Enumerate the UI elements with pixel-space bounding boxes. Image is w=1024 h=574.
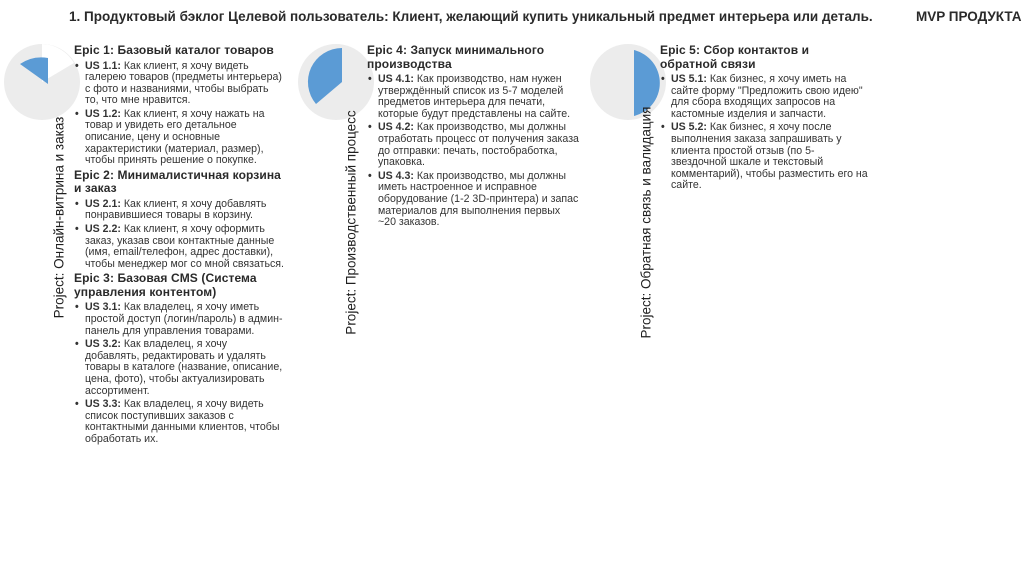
project-1-label: Project: Онлайн-витрина и заказ <box>51 116 67 319</box>
user-story: • US 3.3: Как владелец, я хочу видеть список поступивших заказов с контактными данными клиентов, чтобы обработать их. <box>74 399 284 445</box>
user-story: • US 5.2: Как бизнес, я хочу после выполнения заказа запрашивать у клиента простой отзыв (по 5-звездочной шкале и текстовый комментарий), чтобы разместить его на сайте. <box>660 122 868 192</box>
project-3-epics <box>660 44 868 194</box>
pie-chart-icon <box>296 42 376 122</box>
project-2-epics <box>367 44 579 231</box>
epic-title: Epic 3: Базовая CMS (Система управления контентом) <box>74 271 257 299</box>
user-story: • US 3.2: Как владелец, я хочу добавлять, редактировать и удалять товары в каталоге (название, описание, цена, фото), чтобы актуализировать ассортимент. <box>74 339 284 397</box>
user-story: • US 4.3: Как производство, мы должны иметь настроенное и исправное оборудование (1-2 3D-принтера) и запас материалов для выполнения первых ~20 заказов. <box>367 171 579 229</box>
project-2-sidebar <box>296 40 359 360</box>
user-story: • US 4.1: Как производство, нам нужен утверждённый список из 5-7 моделей предметов интерьера для печати, которые будут представлены на сайте. <box>367 74 579 120</box>
mvp-badge: MVP ПРОДУКТА <box>916 9 1022 24</box>
epic-3 <box>74 272 284 445</box>
epic-title: Epic 5: Сбор контактов и обратной связи <box>660 43 810 71</box>
pie-chart-icon <box>588 42 668 122</box>
project-1-sidebar <box>2 40 67 360</box>
project-3-sidebar <box>588 40 654 360</box>
epic-1 <box>74 44 284 167</box>
epic-4 <box>367 44 579 229</box>
user-story: • US 2.2: Как клиент, я хочу оформить заказ, указав свои контактные данные (имя, email/телефон, адрес доставки), чтобы менеджер мог со мной связаться. <box>74 224 284 270</box>
user-story: • US 2.1: Как клиент, я хочу добавлять понравившиеся товары в корзину. <box>74 199 284 222</box>
project-1-epics <box>74 44 284 448</box>
user-story: • US 3.1: Как владелец, я хочу иметь простой доступ (логин/пароль) в админ-панель для управления товарами. <box>74 302 284 337</box>
pie-chart-icon <box>2 42 82 122</box>
epic-title: Epic 2: Минималистичная корзина и заказ <box>74 167 281 196</box>
user-story: • US 1.1: Как клиент, я хочу видеть галерею товаров (предметы интерьера) с фото и названиями, чтобы выбрать то, что мне нравится. <box>74 61 284 107</box>
project-2-label: Project: Производственный процесс <box>343 110 359 335</box>
epic-5 <box>660 44 868 192</box>
epic-title: Epic 4: Запуск минимального производства <box>367 43 545 71</box>
page-title: 1. Продуктовый бэклог Целевой пользователь: Клиент, желающий купить уникальный предмет интерьера или деталь. <box>69 9 873 24</box>
user-story: • US 5.1: Как бизнес, я хочу иметь на сайте форму "Предложить свою идею" для сбора входящих запросов на кастомные изделия и запчасти. <box>660 74 868 120</box>
epic-2 <box>74 169 284 271</box>
project-3-label: Project: Обратная связь и валидация <box>638 106 654 339</box>
epic-title: Epic 1: Базовый каталог товаров <box>74 43 274 57</box>
user-story: • US 4.2: Как производство, мы должны отработать процесс от получения заказа до отправки: печать, постобработка, упаковка. <box>367 122 579 168</box>
user-story: • US 1.2: Как клиент, я хочу нажать на товар и увидеть его детальное описание, цену и основные характеристики (материал, размер), чтобы принять решение о покупке. <box>74 109 284 167</box>
